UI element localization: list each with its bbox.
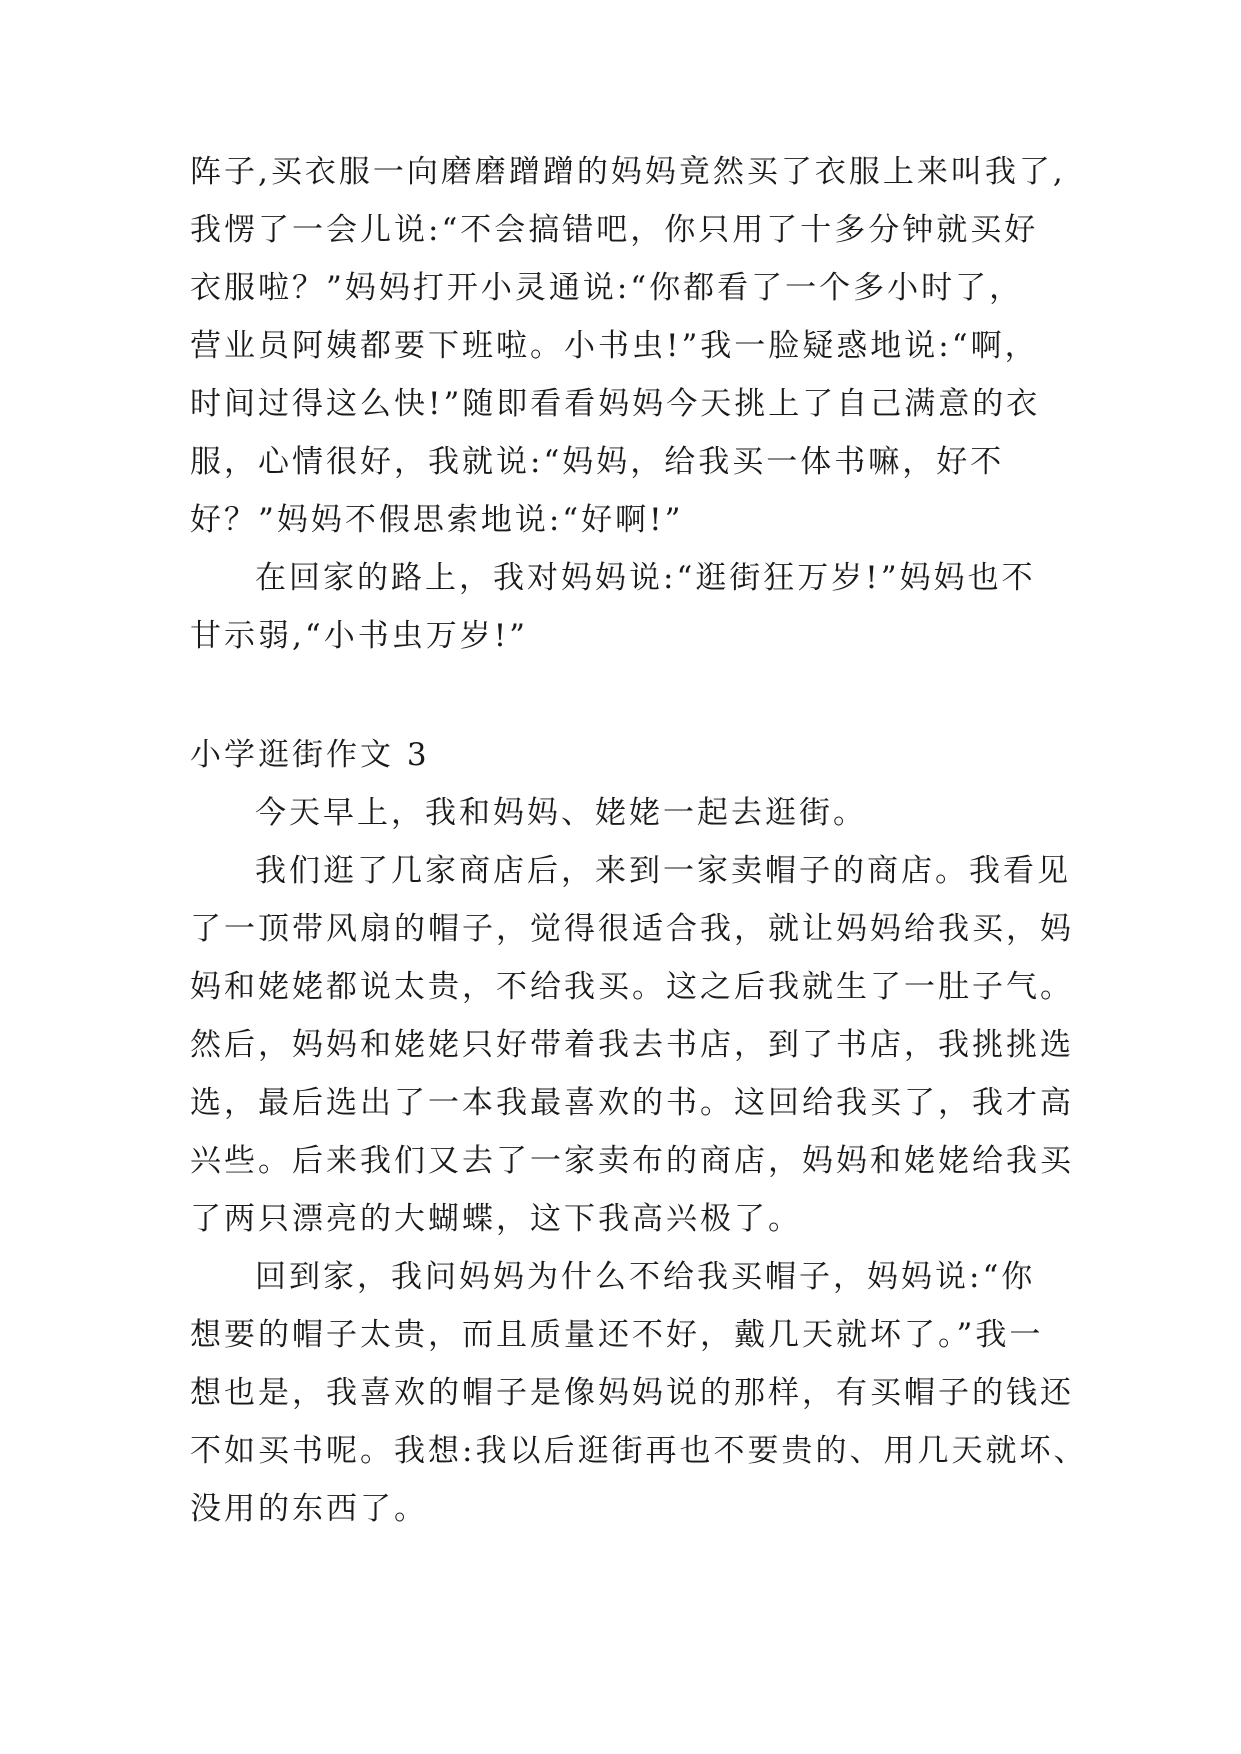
text-line: 时间过得这么快!”随即看看妈妈今天挑上了自己满意的衣 [190, 386, 1041, 422]
text-line: 了两只漂亮的大蝴蝶，这下我高兴极了。 [190, 1201, 802, 1237]
section-heading: 小学逛街作文 3 [190, 737, 430, 773]
text-line: 不如买书呢。我想:我以后逛街再也不要贵的、用几天就坏、 [190, 1433, 1088, 1469]
text-line: 服，心情很好，我就说:“妈妈，给我买一体书嘛，好不 [190, 444, 1005, 480]
text-line: 兴些。后来我们又去了一家卖布的商店，妈妈和姥姥给我买 [190, 1143, 1074, 1179]
text-line: 想要的帽子太贵，而且质量还不好，戴几天就坏了。”我一 [190, 1317, 1044, 1353]
text-line: 选，最后选出了一本我最喜欢的书。这回给我买了，我才高 [190, 1085, 1074, 1121]
text-line: 妈和姥姥都说太贵，不给我买。这之后我就生了一肚子气。 [190, 969, 1074, 1005]
text-line: 营业员阿姨都要下班啦。小书虫!”我一脸疑惑地说:“啊， [190, 328, 1039, 364]
text-line: 想也是，我喜欢的帽子是像妈妈说的那样，有买帽子的钱还 [190, 1375, 1074, 1411]
paragraph-start-line: 在回家的路上，我对妈妈说:“逛街狂万岁!”妈妈也不 [255, 560, 1036, 596]
text-line: 了一顶带风扇的帽子，觉得很适合我，就让妈妈给我买，妈 [190, 911, 1074, 947]
paragraph-start-line: 回到家，我问妈妈为什么不给我买帽子，妈妈说:“你 [255, 1259, 1036, 1295]
paragraph-start-line: 我们逛了几家商店后，来到一家卖帽子的商店。我看见 [255, 853, 1071, 889]
text-line: 衣服啦？”妈妈打开小灵通说:“你都看了一个多小时了， [190, 270, 1024, 306]
text-line: 然后，妈妈和姥姥只好带着我去书店，到了书店，我挑挑选 [190, 1027, 1074, 1063]
text-line: 没用的东西了。 [190, 1491, 428, 1527]
text-line: 我愣了一会儿说:“不会搞错吧，你只用了十多分钟就买好 [190, 212, 1039, 248]
text-line: 阵子,买衣服一向磨磨蹭蹭的妈妈竟然买了衣服上来叫我了, [190, 154, 1066, 190]
paragraph-start-line: 今天早上，我和妈妈、姥姥一起去逛街。 [255, 795, 867, 831]
text-line: 好？”妈妈不假思索地说:“好啊!” [190, 502, 684, 538]
text-line: 甘示弱,“小书虫万岁!” [190, 618, 529, 654]
